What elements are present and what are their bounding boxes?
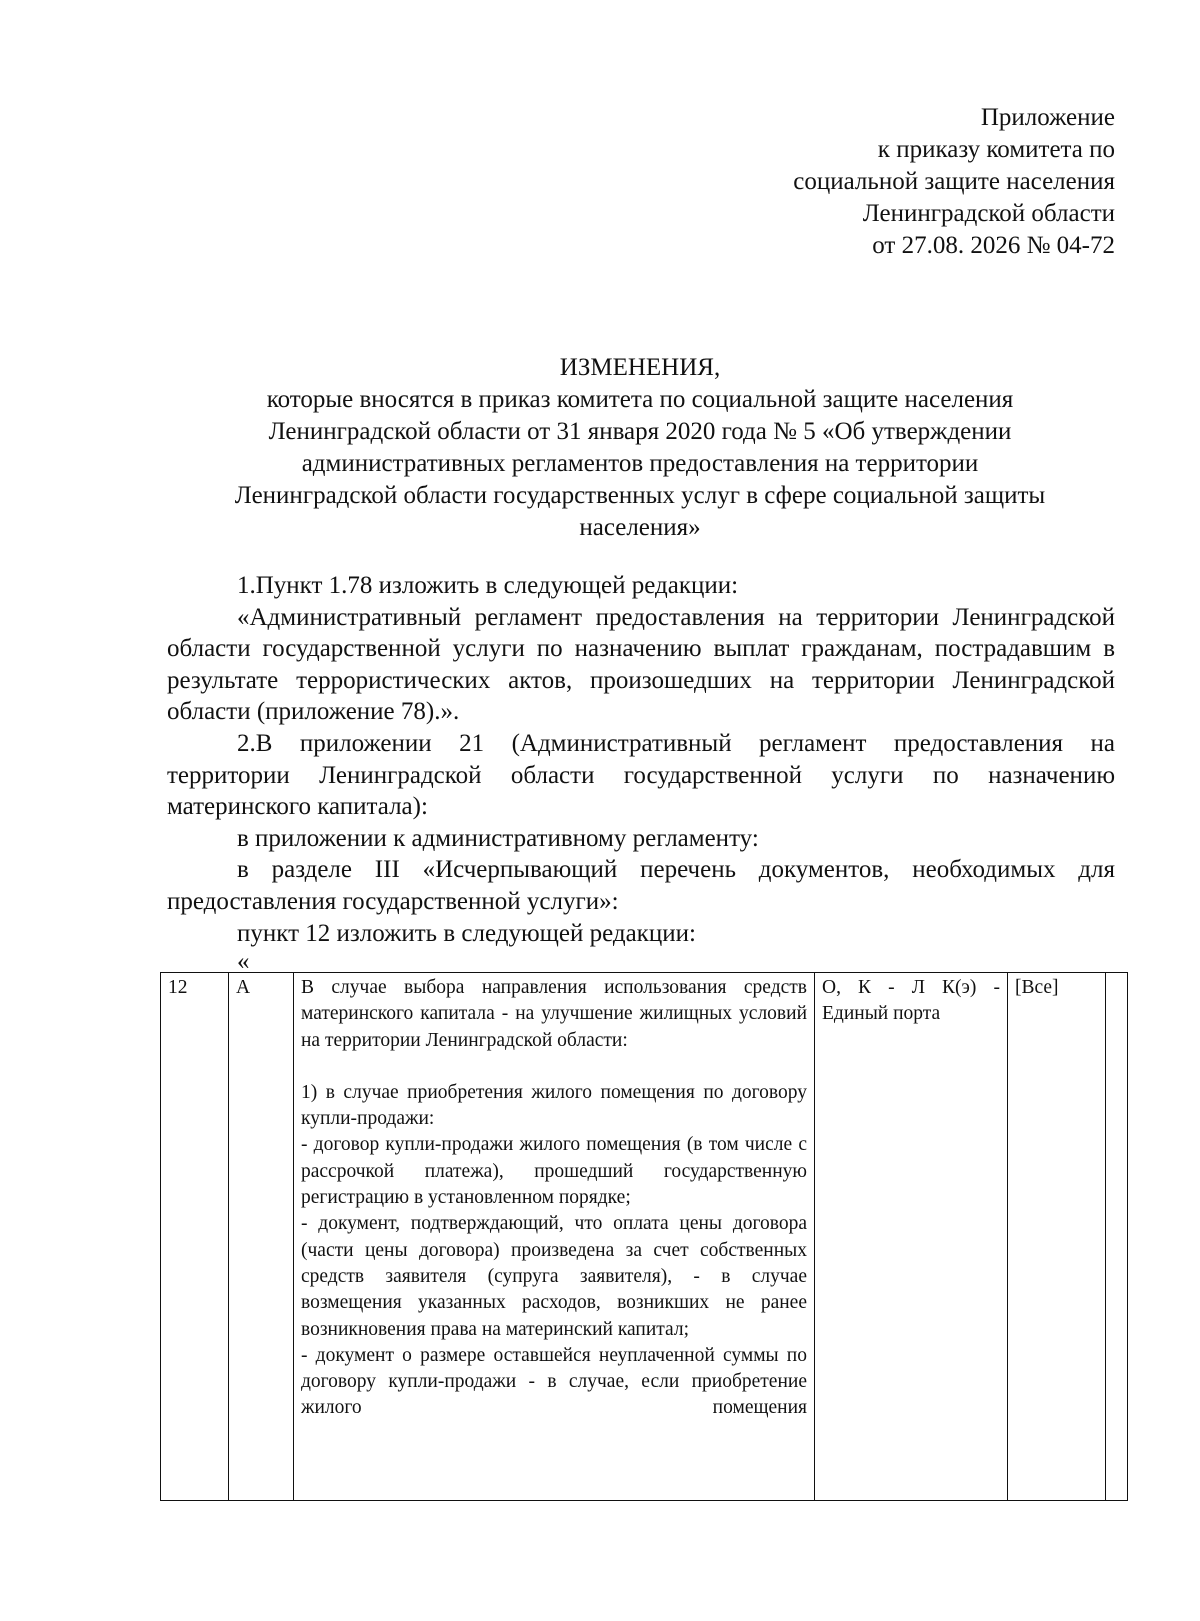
documents-item: - документ, подтверждающий, что оплата цены договора (части цены договора) произведена за счет собственных средств заявителя (супруга заявителя), - в случае возмещения указанных расходов, возникших не ранее возникновения права на материнский капитал; bbox=[301, 1213, 807, 1340]
row-channels-cell bbox=[815, 973, 1008, 1501]
appendix-line: к приказу комитета по bbox=[877, 136, 1115, 163]
item-2-text: В приложении 21 (Административный регламент предоставления на территории Ленинградской области государственной услуги по назначению материнского капитала): bbox=[167, 729, 1115, 821]
row-scope-cell bbox=[1008, 973, 1106, 1501]
title-heading: ИЗМЕНЕНИЯ, bbox=[559, 354, 721, 381]
appendix-date-line: от 27.08. 2026 № 04-72 bbox=[872, 232, 1115, 259]
point-line-text: пункт 12 изложить в следующей редакции: bbox=[237, 919, 696, 947]
row-letter: А bbox=[236, 977, 251, 998]
requirements-table bbox=[160, 972, 1128, 1501]
item-1-text: Пункт 1.78 изложить в следующей редакции: bbox=[255, 572, 739, 599]
table-row bbox=[161, 973, 1128, 1501]
title-line: которые вносятся в приказ комитета по социальной защите населения bbox=[266, 386, 1014, 413]
item-1-number: 1. bbox=[237, 572, 256, 599]
spacer bbox=[301, 1054, 807, 1080]
title-line: административных регламентов предоставления на территории bbox=[301, 450, 979, 477]
row-number: 12 bbox=[168, 977, 188, 998]
title-line: Ленинградской области от 31 января 2020 года № 5 «Об утверждении bbox=[268, 418, 1012, 445]
document-title bbox=[160, 352, 1120, 544]
appendix-header bbox=[793, 102, 1115, 262]
item-1-quote: «Административный регламент предоставления на территории Ленинградской области государственной услуги по назначению выплат гражданам, пострадавшим в результате террористических актов, произошедших на территории Ленинградской области (приложение 78).». bbox=[167, 603, 1115, 726]
documents-case-1: 1) в случае приобретения жилого помещения по договору купли-продажи: bbox=[301, 1081, 807, 1130]
document-body bbox=[167, 570, 1115, 975]
documents-intro: В случае выбора направления использования средств материнского капитала - на улучшение жилищных условий на территории Ленинградской области: bbox=[301, 977, 807, 1051]
appendix-line: социальной защите населения bbox=[793, 168, 1115, 195]
title-line: населения» bbox=[579, 514, 701, 541]
title-line: Ленинградской области государственных услуг в сфере социальной защиты bbox=[234, 482, 1046, 509]
appendix-line: Ленинградской области bbox=[862, 200, 1115, 227]
section-line-text: в разделе III «Исчерпывающий перечень документов, необходимых для предоставления государственной услуги»: bbox=[167, 856, 1115, 915]
row-documents-cell bbox=[294, 973, 815, 1501]
item-2 bbox=[167, 728, 1115, 823]
item-2-number: 2. bbox=[237, 729, 256, 757]
documents-item: - документ о размере оставшейся неуплаченной суммы по договору купли-продажи - в случае, если приобретение жилого помещения bbox=[301, 1344, 807, 1419]
row-scope: [Все] bbox=[1015, 977, 1059, 998]
documents-item: - договор купли-продажи жилого помещения (в том числе с рассрочкой платежа), прошедший государственную регистрацию в установленном порядке; bbox=[301, 1134, 807, 1209]
appendix-line: Приложение bbox=[980, 104, 1115, 131]
row-letter-cell bbox=[229, 973, 294, 1501]
row-channels: О, К - Л К(э) - Единый порта bbox=[822, 977, 1000, 1025]
appendix-line-text: в приложении к административному регламенту: bbox=[237, 824, 759, 852]
item-1 bbox=[167, 570, 1115, 602]
row-number-cell bbox=[161, 973, 229, 1501]
open-quote: « bbox=[237, 948, 250, 976]
row-empty-cell bbox=[1106, 973, 1128, 1501]
